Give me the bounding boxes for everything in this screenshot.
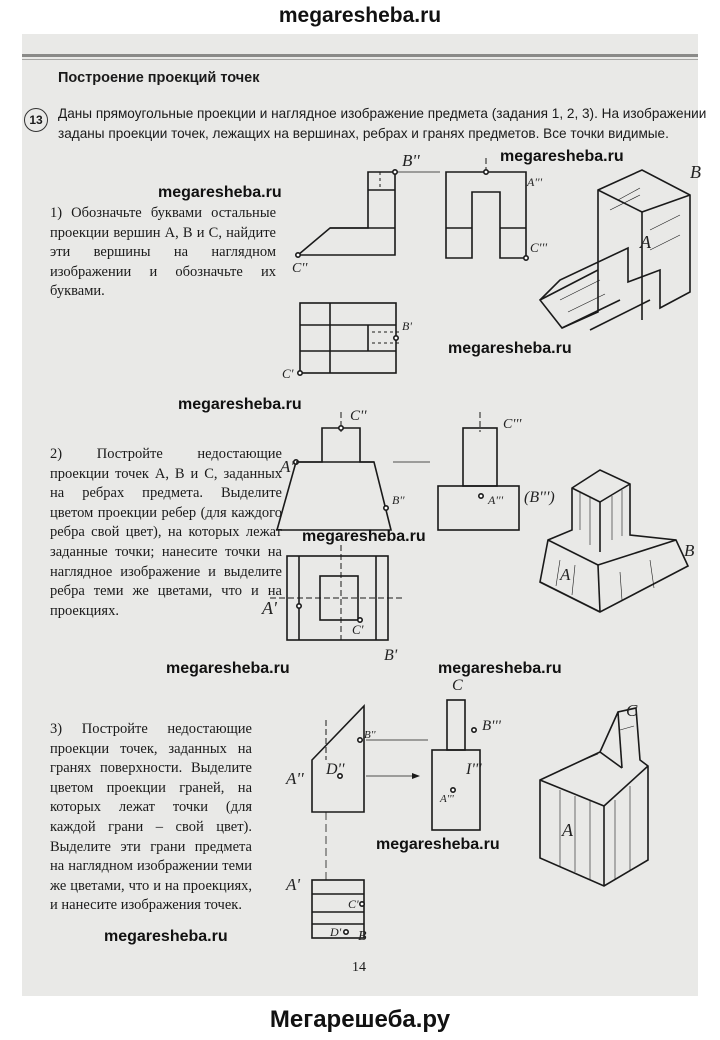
site-header-watermark: megaresheba.ru (278, 4, 442, 27)
t3-label-b3: B''' (482, 718, 501, 734)
t2-label-c2: C'' (350, 408, 367, 424)
t2-label-b1: B' (384, 647, 398, 664)
t3-label-a-iso: A (562, 820, 573, 840)
t1-label-b1: B' (402, 319, 412, 333)
t3-label-c-iso: C (626, 701, 638, 720)
t1-label-b2: B'' (402, 151, 420, 170)
watermark: megaresheba.ru (376, 836, 500, 853)
t3-label-d2: D'' (326, 761, 345, 778)
t1-label-a3: A''' (527, 175, 543, 189)
task-intro: Даны прямоугольные проекции и наглядное изображение предмета (задания 1, 2, 3). На изображении заданы проекции точек, лежащих на вершинах, ребрах и гранях предметов. Все точки видимые. (58, 106, 707, 141)
t1-label-c3: C''' (530, 240, 548, 255)
watermark: megaresheba.ru (500, 148, 624, 165)
section-title: Построение проекций точек (58, 70, 260, 86)
watermark: megaresheba.ru (166, 660, 290, 677)
t2-label-b-iso: B (684, 541, 695, 560)
t3-isometric (540, 708, 648, 886)
watermark: megaresheba.ru (178, 396, 302, 413)
t3-label-i3: I''' (466, 761, 482, 778)
subtask-3-text: 3) Постройте недостающие проекции точек, заданных на гранях поверхности. Выделите цветом проекции граней, на которых лежат точки (для каждой грани – свой цвет). Выделите эти грани предмета на наглядном изображении теми же цветами, что и на проекциях, и нанесите изображения точек. (50, 721, 252, 914)
t3-label-d1: D' (330, 925, 342, 939)
t3-label-c-top: C (452, 677, 463, 694)
t1-label-b-iso: B (690, 162, 701, 182)
t2-label-a3: A''' (488, 493, 504, 507)
t3-label-b1: B (358, 929, 367, 944)
t1-label-c2: C'' (292, 261, 308, 276)
t3-label-b2: B'' (364, 729, 376, 741)
watermark: megaresheba.ru (438, 660, 562, 677)
subtask-1-text: 1) Обозначьте буквами остальные проекции вершин A, B и C, найдите эти вершины на наглядном изображении и обозначьте их буквами. (50, 205, 276, 300)
watermark: megaresheba.ru (302, 528, 426, 545)
t2-side-view (393, 412, 519, 530)
t1-isometric (540, 170, 690, 330)
site-footer-watermark: Мегарешеба.ру (269, 1006, 451, 1033)
t3-label-a1: A' (286, 875, 301, 894)
t2-label-b2: B'' (392, 493, 405, 507)
t3-label-c1: C' (348, 897, 359, 911)
page-number: 14 (352, 960, 366, 975)
t1-top-view (298, 303, 400, 375)
t2-label-a-iso: A (560, 565, 571, 584)
t3-label-a2: A'' (286, 769, 304, 788)
t1-side-view (397, 158, 528, 260)
t2-label-b3: (B''') (524, 489, 555, 506)
t2-isometric (540, 470, 688, 612)
t2-label-a1: A' (262, 598, 277, 618)
t2-label-c3: C''' (503, 417, 522, 432)
t2-top-view (270, 545, 404, 640)
subtask-2-text: 2) Постройте недостающие проекции точек A, B и C, заданных на ребрах предмета. Выделите цветом проекции ребер (для каждого ребра свой цвет), на которых лежат заданные точки; нанесите точки на наглядное изображение и выделите ребра теми же цветами, что и на проекциях. (50, 446, 282, 619)
t1-front-view (296, 170, 397, 257)
t3-label-a3: A''' (440, 793, 454, 805)
t1-label-a-iso: A (640, 232, 651, 252)
t2-label-c1: C' (352, 622, 364, 637)
t2-label-a2: A'' (280, 457, 298, 476)
t1-label-c1: C' (282, 366, 294, 381)
watermark: megaresheba.ru (104, 928, 228, 945)
task-number-badge: 13 (24, 108, 48, 132)
watermark: megaresheba.ru (158, 184, 282, 201)
watermark: megaresheba.ru (448, 340, 572, 357)
